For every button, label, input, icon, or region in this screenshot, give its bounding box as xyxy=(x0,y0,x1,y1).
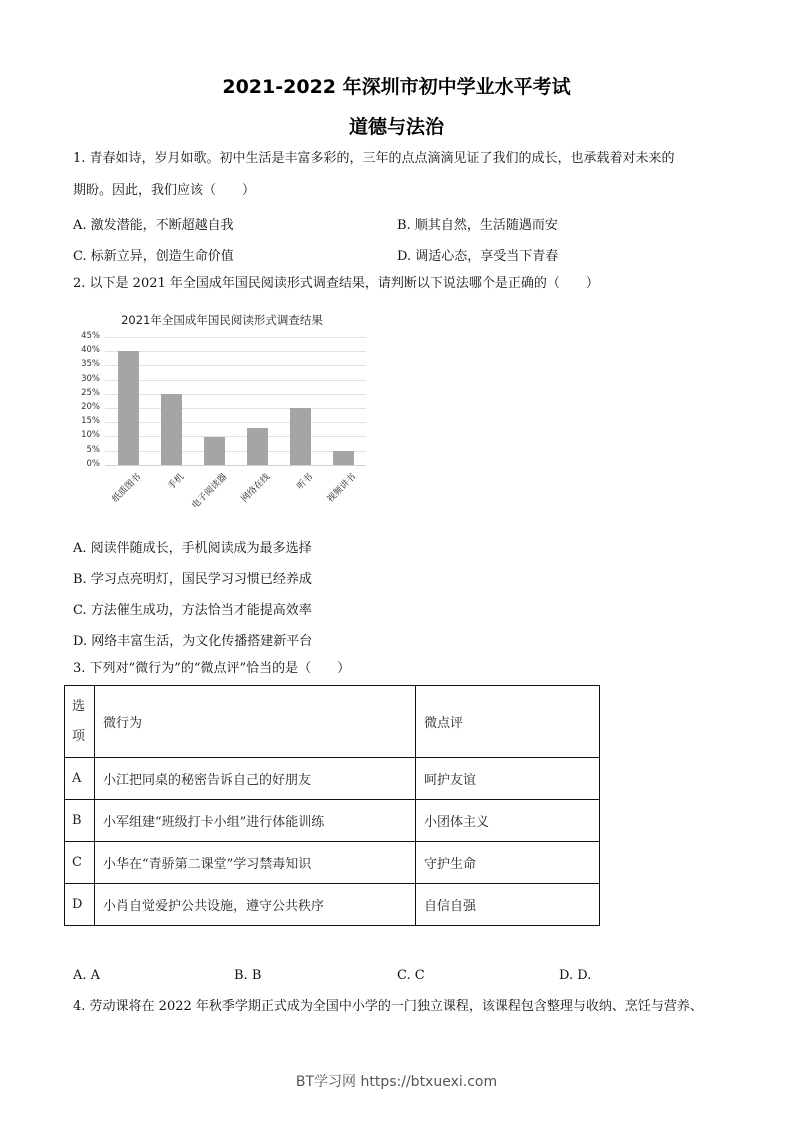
exam-title: 2021-2022 年深圳市初中学业水平考试 xyxy=(222,76,571,98)
x-label: 纸质图书 xyxy=(111,472,144,505)
gridline xyxy=(105,436,366,437)
gridline xyxy=(105,451,366,452)
x-label: 电子阅读器 xyxy=(190,472,230,512)
q2-option-c[interactable]: C. 方法催生成功，方法恰当才能提高效率 xyxy=(73,603,312,618)
row-comment: 呵护友谊 xyxy=(416,758,600,800)
x-label: 网络在线 xyxy=(240,472,273,505)
q1-option-b[interactable]: B. 顺其自然，生活随遇而安 xyxy=(397,218,558,233)
q4-stem: 4. 劳动课将在 2022 年秋季学期正式成为全国中小学的一门独立课程，该课程包含整理与收纳、烹饪与营养、 xyxy=(73,999,703,1014)
row-behavior: 小肖自觉爱护公共设施，遵守公共秩序 xyxy=(95,884,416,926)
row-comment: 守护生命 xyxy=(416,842,600,884)
row-option: D xyxy=(65,884,95,926)
row-behavior: 小江把同桌的秘密告诉自己的好朋友 xyxy=(95,758,416,800)
q3-table xyxy=(64,685,600,926)
table-row xyxy=(65,800,600,842)
y-tick-25: 25% xyxy=(81,388,100,398)
row-behavior: 小华在“青骄第二课堂”学习禁毒知识 xyxy=(95,842,416,884)
bar-纸质图书 xyxy=(118,351,139,465)
table-row xyxy=(65,758,600,800)
y-tick-20: 20% xyxy=(81,402,100,412)
q2-option-d[interactable]: D. 网络丰富生活，为文化传播搭建新平台 xyxy=(73,634,313,649)
y-tick-30: 30% xyxy=(81,374,100,384)
header-comment: 微点评 xyxy=(416,686,600,758)
gridline xyxy=(105,380,366,381)
chart-title: 2021年全国成年国民阅读形式调查结果 xyxy=(121,313,323,327)
bar-手机 xyxy=(161,394,182,465)
y-tick-5: 5% xyxy=(86,445,100,455)
gridline xyxy=(105,351,366,352)
bar-视频讲书 xyxy=(333,451,354,465)
table-row xyxy=(65,884,600,926)
table-row xyxy=(65,842,600,884)
q3-option-d[interactable]: D. D. xyxy=(559,968,592,983)
y-tick-0: 0% xyxy=(86,459,100,469)
q1-stem-line2: 期盼。因此，我们应该（ ） xyxy=(73,183,256,198)
header-behavior: 微行为 xyxy=(95,686,416,758)
q2-option-b[interactable]: B. 学习点亮明灯，国民学习习惯已经养成 xyxy=(73,572,312,587)
gridline xyxy=(105,422,366,423)
x-label: 视频讲书 xyxy=(326,472,359,505)
q3-option-b[interactable]: B. B xyxy=(234,968,262,983)
row-option: C xyxy=(65,842,95,884)
bar-听书 xyxy=(290,408,311,465)
q3-stem: 3. 下列对“微行为”的“微点评”恰当的是（ ） xyxy=(73,661,351,676)
q1-stem-line1: 1. 青春如诗，岁月如歌。初中生活是丰富多彩的，三年的点点滴滴见证了我们的成长，也承载着对未来的 xyxy=(73,151,675,166)
y-tick-35: 35% xyxy=(81,359,100,369)
row-behavior: 小军组建“班级打卡小组”进行体能训练 xyxy=(95,800,416,842)
bar-电子阅读器 xyxy=(204,437,225,465)
gridline xyxy=(105,337,366,338)
reading-survey-bar-chart xyxy=(72,305,372,525)
q1-option-d[interactable]: D. 调适心态，享受当下青春 xyxy=(397,249,559,264)
y-tick-15: 15% xyxy=(81,416,100,426)
row-option: B xyxy=(65,800,95,842)
x-label: 手机 xyxy=(166,472,187,492)
footer-watermark: BT学习网 https://btxuexi.com xyxy=(295,1074,498,1090)
subject-title: 道德与法治 xyxy=(348,116,444,138)
gridline xyxy=(105,365,366,366)
row-option: A xyxy=(65,758,95,800)
table-header-row xyxy=(65,686,600,758)
q2-option-a[interactable]: A. 阅读伴随成长，手机阅读成为最多选择 xyxy=(73,541,312,556)
x-axis-baseline xyxy=(105,465,366,466)
y-tick-10: 10% xyxy=(81,430,100,440)
x-label: 听书 xyxy=(295,472,316,492)
header-option xyxy=(65,686,95,758)
q2-stem: 2. 以下是 2021 年全国成年国民阅读形式调查结果，请判断以下说法哪个是正确的（ ） xyxy=(73,276,599,291)
bar-网络在线 xyxy=(247,428,268,465)
y-tick-40: 40% xyxy=(81,345,100,355)
q1-option-a[interactable]: A. 激发潜能，不断超越自我 xyxy=(73,218,234,233)
gridline xyxy=(105,394,366,395)
row-comment: 自信自强 xyxy=(416,884,600,926)
q1-option-c[interactable]: C. 标新立异，创造生命价值 xyxy=(73,249,234,264)
row-comment: 小团体主义 xyxy=(416,800,600,842)
y-tick-45: 45% xyxy=(81,331,100,341)
header-option-line2: 项 xyxy=(72,728,86,744)
q3-option-c[interactable]: C. C xyxy=(397,968,425,983)
gridline xyxy=(105,408,366,409)
header-option-line1: 选 xyxy=(72,698,86,714)
q3-option-a[interactable]: A. A xyxy=(73,968,101,983)
